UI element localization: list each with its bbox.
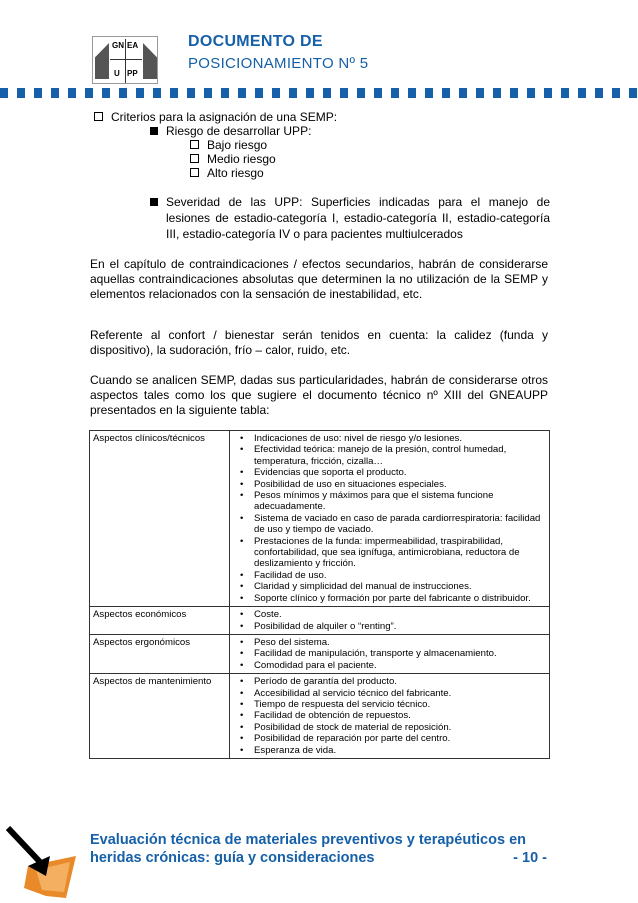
list-item	[230, 733, 549, 744]
risk-level-high	[190, 166, 554, 180]
list-item-text: Facilidad de obtención de repuestos.	[254, 710, 411, 722]
criteria-list	[94, 110, 554, 242]
list-item-text: Claridad y simplicidad del manual de instrucciones.	[254, 581, 472, 593]
list-item	[230, 710, 549, 721]
list-item-text: Posibilidad de stock de material de reposición.	[254, 721, 452, 733]
list-item-text: Pesos mínimos y máximos para que el sistema funcione adecuadamente.	[254, 490, 494, 513]
list-item-text: Evidencias que soporta el producto.	[254, 467, 407, 479]
list-item-text: Facilidad de uso.	[254, 569, 327, 581]
risk-level-text: Medio riesgo	[207, 152, 276, 166]
list-item-text: Posibilidad de reparación por parte del centro.	[254, 733, 451, 745]
list-item	[230, 609, 549, 620]
criteria-intro	[94, 110, 554, 124]
table-row	[90, 674, 550, 759]
list-item	[230, 581, 549, 592]
bullet-icon: •	[240, 592, 244, 604]
risk-level-text: Bajo riesgo	[207, 138, 268, 152]
bullet-icon: •	[240, 467, 244, 479]
table-category-cell: Aspectos ergonómicos	[90, 634, 230, 673]
list-item-text: Efectividad teórica: manejo de la presión, control humedad, temperatura, fricción, cizalla…	[254, 444, 507, 467]
list-item	[230, 570, 549, 581]
doc-title-line2: POSICIONAMIENTO Nº 5	[188, 55, 369, 72]
list-item-text: Soporte clínico y formación por parte del fabricante o distribuidor.	[254, 592, 531, 604]
list-item	[230, 536, 549, 570]
bullet-icon: •	[240, 733, 244, 745]
list-item-text: Sistema de vaciado en caso de parada cardiorrespiratoria: facilidad de uso y tiempo de vaciado.	[254, 512, 541, 536]
table-items-cell	[230, 607, 550, 635]
footer-line1: Evaluación técnica de materiales preventivos y terapéuticos en	[90, 832, 526, 848]
table-category-cell: Aspectos de mantenimiento	[90, 674, 230, 759]
bullet-icon: •	[240, 535, 244, 547]
list-item	[230, 676, 549, 687]
list-item-text: Posibilidad de uso en situaciones especiales.	[254, 478, 447, 490]
logo-cell-ea: EA	[127, 41, 139, 50]
table-category-cell: Aspectos económicos	[90, 607, 230, 635]
list-item-text: Peso del sistema.	[254, 636, 330, 648]
logo-cell-u: U	[114, 69, 120, 78]
risk-item	[150, 124, 554, 138]
table-items-cell	[230, 431, 550, 607]
list-item-text: Indicaciones de uso: nivel de riesgo y/o lesiones.	[254, 433, 462, 444]
logo-divider	[110, 59, 142, 60]
list-item-text: Período de garantía del producto.	[254, 676, 397, 688]
list-item	[230, 433, 549, 444]
list-item	[230, 479, 549, 490]
bullet-icon: •	[240, 478, 244, 490]
list-item	[230, 660, 549, 671]
table-items-cell	[230, 634, 550, 673]
checkbox-bullet-icon	[94, 112, 103, 121]
list-item	[230, 593, 549, 604]
criteria-intro-text: Criterios para la asignación de una SEMP:	[111, 110, 338, 124]
bullet-icon: •	[240, 620, 244, 632]
list-item	[230, 637, 549, 648]
bullet-icon: •	[240, 648, 244, 660]
list-item	[230, 467, 549, 478]
doc-title-line1: DOCUMENTO DE	[188, 33, 323, 50]
checkbox-bullet-icon	[190, 154, 199, 163]
paragraph-contraindications: En el capítulo de contraindicaciones / efectos secundarios, habrán de considerarse aquellas contraindicaciones absolutas que determinen la no utilización de la SEMP y elementos relacionados con la sensación de inestabilidad, etc.	[90, 257, 548, 301]
logo-left-shape	[95, 43, 109, 79]
logo-right-shape	[143, 43, 157, 79]
page-number: - 10 -	[513, 850, 547, 866]
risk-level-low	[190, 138, 554, 152]
list-item	[230, 490, 549, 513]
list-item	[230, 722, 549, 733]
table-row	[90, 607, 550, 635]
risk-label: Riesgo de desarrollar UPP:	[166, 124, 312, 138]
list-item-text: Accesibilidad al servicio técnico del fabricante.	[254, 687, 452, 699]
table-row	[90, 431, 550, 607]
list-item	[230, 688, 549, 699]
list-item	[230, 621, 549, 632]
bullet-icon: •	[240, 721, 244, 733]
list-item	[230, 648, 549, 659]
bullet-icon: •	[240, 744, 244, 756]
paragraph-other-aspects: Cuando se analicen SEMP, dadas sus particularidades, habrán de considerarse otros aspectos tales como los que sugiere el documento técnico nº XIII del GNEAUPP presentados en la siguiente tabla:	[90, 373, 548, 417]
bullet-icon: •	[240, 433, 244, 444]
list-item-text: Coste.	[254, 609, 282, 621]
footer-title	[90, 831, 550, 867]
bullet-icon: •	[240, 676, 244, 688]
arrow-logo-icon	[6, 826, 86, 900]
list-item-text: Facilidad de manipulación, transporte y almacenamiento.	[254, 648, 497, 660]
square-bullet-icon	[150, 198, 158, 206]
bullet-icon: •	[240, 659, 244, 671]
list-item	[230, 513, 549, 536]
list-item	[230, 745, 549, 756]
list-item	[230, 444, 549, 467]
risk-level-text: Alto riesgo	[207, 166, 264, 180]
bullet-icon: •	[240, 609, 244, 621]
checkbox-bullet-icon	[190, 168, 199, 177]
table-category-cell: Aspectos clínicos/técnicos	[90, 431, 230, 607]
bullet-icon: •	[240, 444, 244, 456]
checkbox-bullet-icon	[190, 140, 199, 149]
square-bullet-icon	[150, 127, 158, 135]
bullet-icon: •	[240, 490, 244, 502]
logo-divider-v	[125, 39, 126, 83]
header-dashed-rule	[0, 88, 638, 98]
list-item	[230, 699, 549, 710]
list-item-text: Prestaciones de la funda: impermeabilidad, traspirabilidad, confortabilidad, que sea ignífuga, antimicrobiana, reductora de deslizamiento y fricción.	[254, 535, 520, 570]
bullet-icon: •	[240, 710, 244, 722]
severity-text: Severidad de las UPP: Superficies indicadas para el manejo de lesiones de estadio-categoría I, estadio-categoría II, estadio-categoría III, estadio-categoría IV o para pacientes multiulcerados	[166, 195, 550, 241]
risk-level-medium	[190, 152, 554, 166]
logo-cell-pp: PP	[127, 69, 138, 78]
list-item-text: Comodidad para el paciente.	[254, 659, 377, 671]
table-row	[90, 634, 550, 673]
footer-line2: heridas crónicas: guía y consideraciones	[90, 850, 375, 866]
gneaupp-logo	[92, 36, 158, 84]
list-item-text: Posibilidad de alquiler o “renting”.	[254, 620, 397, 632]
paragraph-comfort: Referente al confort / bienestar serán tenidos en cuenta: la calidez (funda y dispositivo), la sudoración, frío – calor, ruido, etc.	[90, 328, 548, 357]
bullet-icon: •	[240, 512, 244, 524]
table-items-cell	[230, 674, 550, 759]
list-item-text: Tiempo de respuesta del servicio técnico.	[254, 698, 431, 710]
bullet-icon: •	[240, 569, 244, 581]
aspects-table	[89, 430, 550, 759]
severity-item	[150, 194, 550, 242]
bullet-icon: •	[240, 687, 244, 699]
bullet-icon: •	[240, 698, 244, 710]
logo-cell-gn: GN	[112, 41, 124, 50]
list-item-text: Esperanza de vida.	[254, 744, 337, 756]
bullet-icon: •	[240, 636, 244, 648]
bullet-icon: •	[240, 581, 244, 593]
